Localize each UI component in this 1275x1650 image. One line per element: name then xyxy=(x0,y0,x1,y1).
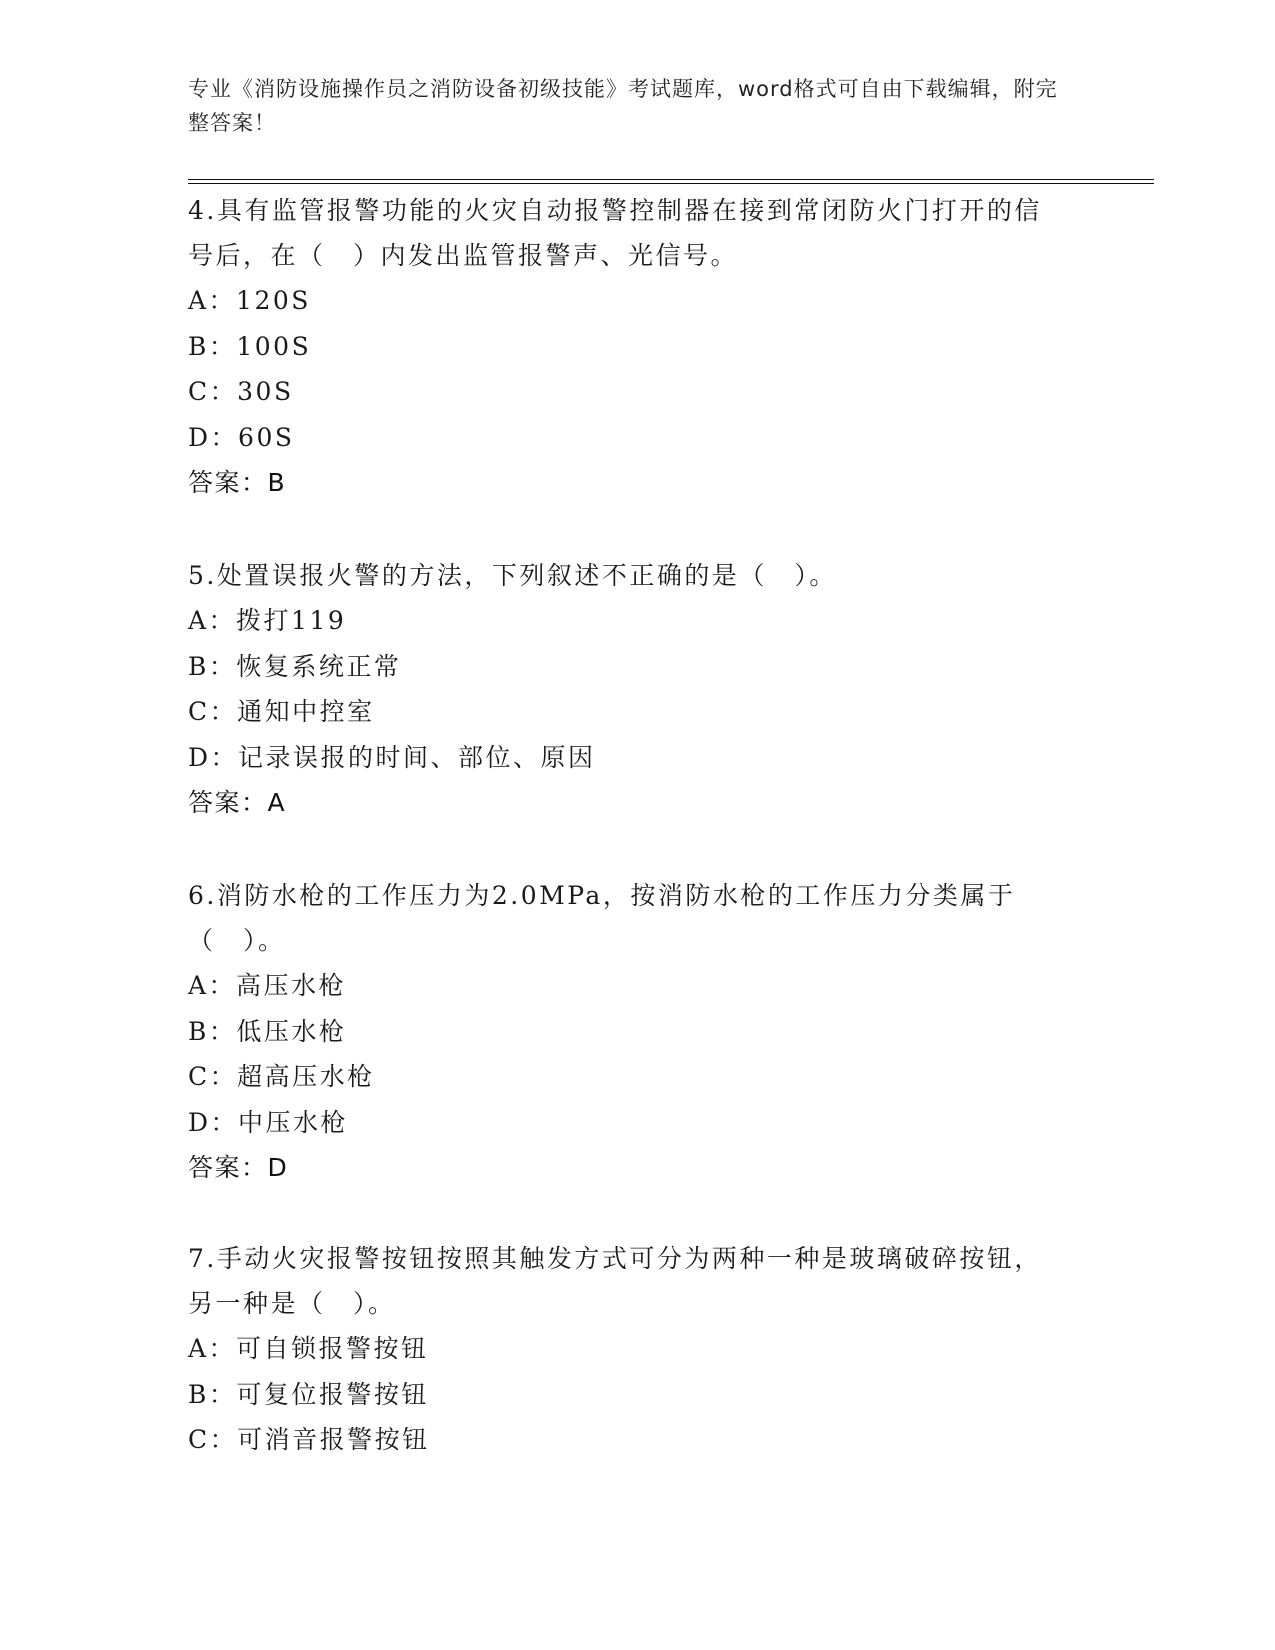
question-5 xyxy=(188,553,1068,825)
question-text: 7.手动火灾报警按钮按照其触发方式可分为两种一种是玻璃破碎按钮，另一种是（ ）。 xyxy=(188,1244,1042,1318)
question-4 xyxy=(188,188,1068,505)
answer-line: 答案：B xyxy=(188,468,287,497)
option-list xyxy=(188,278,1068,460)
header-divider-bottom xyxy=(188,183,1154,184)
option-b: B：可复位报警按钮 xyxy=(188,1379,429,1409)
question-7 xyxy=(188,1236,1068,1463)
option-b: B：恢复系统正常 xyxy=(188,651,402,681)
option-c: C：30S xyxy=(188,377,294,406)
answer-line: 答案：D xyxy=(188,1153,289,1182)
question-text: 6.消防水枪的工作压力为2.0MPa，按消防水枪的工作压力分类属于（ ）。 xyxy=(188,881,1016,955)
question-6 xyxy=(188,873,1068,1190)
option-d: D：60S xyxy=(188,422,295,452)
option-d: D：记录误报的时间、部位、原因 xyxy=(188,742,596,772)
option-a: A：高压水枪 xyxy=(188,971,347,1000)
option-c: C：可消音报警按钮 xyxy=(188,1425,430,1454)
header-divider-top xyxy=(188,179,1154,180)
option-list xyxy=(188,963,1068,1145)
option-c: C：超高压水枪 xyxy=(188,1062,375,1091)
option-c: C：通知中控室 xyxy=(188,697,375,726)
option-b: B：100S xyxy=(188,331,312,361)
question-text: 5.处置误报火警的方法，下列叙述不正确的是（ ）。 xyxy=(188,561,837,590)
document-header: 专业《消防设施操作员之消防设备初级技能》考试题库，word格式可自由下载编辑，附完整答案！ xyxy=(188,77,1058,135)
option-d: D：中压水枪 xyxy=(188,1107,349,1137)
option-a: A：可自锁报警按钮 xyxy=(188,1334,429,1363)
option-list xyxy=(188,598,1068,780)
question-text: 4.具有监管报警功能的火灾自动报警控制器在接到常闭防火门打开的信号后，在（ ）内发出监管报警声、光信号。 xyxy=(188,196,1042,270)
option-a: A：拨打119 xyxy=(188,606,347,635)
option-b: B：低压水枪 xyxy=(188,1016,347,1046)
option-a: A：120S xyxy=(188,286,311,315)
answer-line: 答案：A xyxy=(188,788,287,817)
option-list xyxy=(188,1326,1068,1463)
